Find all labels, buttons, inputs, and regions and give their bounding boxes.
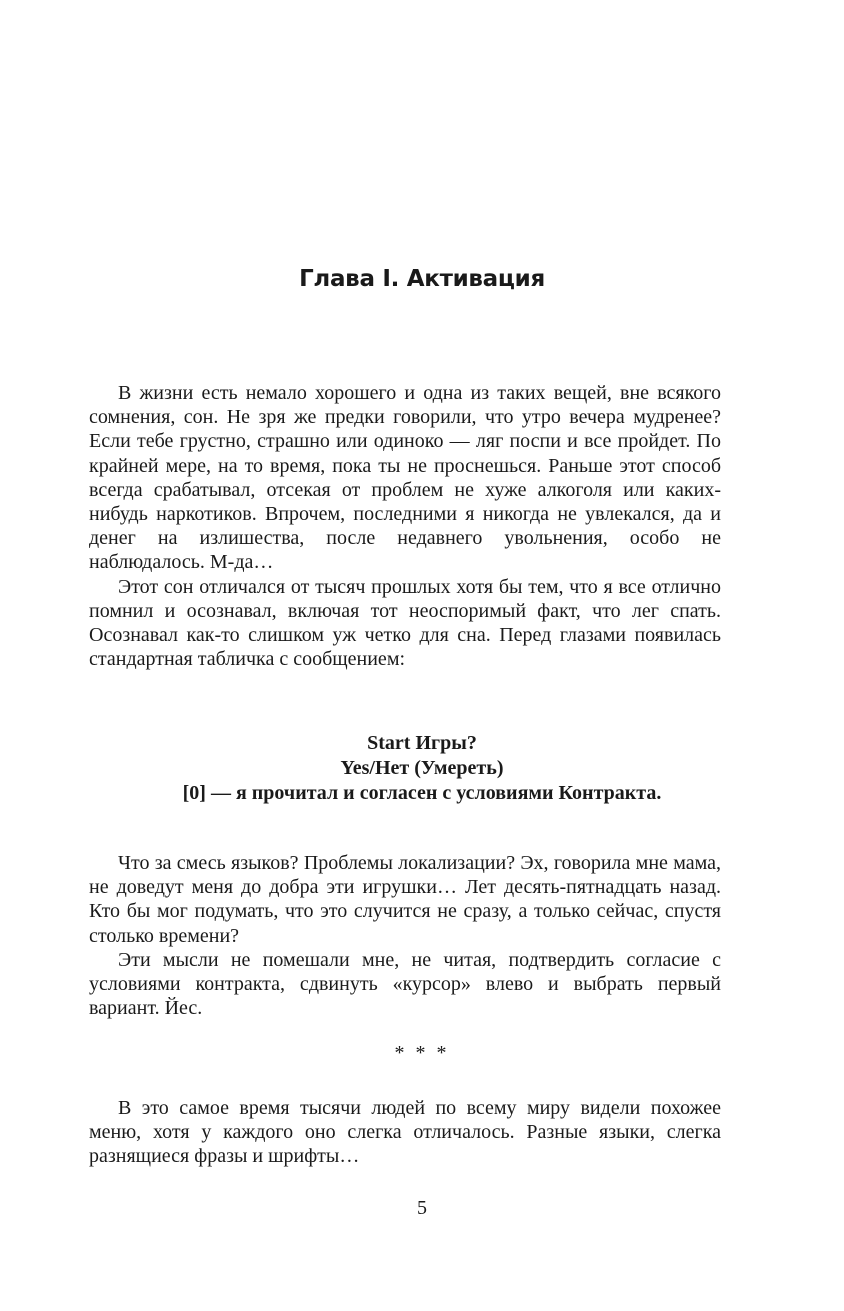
paragraph: Что за смесь языков? Проблемы локализации? Эх, говорила мне мама, не доведут меня до добра эти игрушки… Лет десять-пятнадцать назад. Кто бы мог подумать, что это случится не сразу, а только сейчас, спустя столько времени? <box>89 852 721 947</box>
game-message-line-contract: [0] — я прочитал и согласен с условиями Контракта. <box>182 782 662 804</box>
game-message-line-start: Start Игры? <box>367 732 477 754</box>
paragraph: В жизни есть немало хорошего и одна из таких вещей, вне всякого сомнения, сон. Не зря же предки говорили, что утро вечера мудренее? Если тебе грустно, страшно или одиноко — ляг поспи и все пройдет. По крайней мере, на то время, пока ты не проснешься. Раньше этот способ всегда срабатывал, отсекая от проблем не хуже алкоголя или каких-нибудь наркотиков. Впрочем, последними я никогда не увлекался, да и денег на излишества, после недавнего увольнения, особо не наблюдалось. М-да… <box>89 382 721 574</box>
page-number: 5 <box>417 1197 427 1219</box>
chapter-title: Глава I. Активация <box>299 266 545 292</box>
game-message-line-options: Yes/Нет (Умереть) <box>340 757 504 779</box>
body-text-section-1 <box>89 381 721 671</box>
game-system-message <box>0 731 844 806</box>
paragraph: Эти мысли не помешали мне, не читая, подтвердить согласие с условиями контракта, сдвинуть «курсор» влево и выбрать первый вариант. Йес. <box>89 948 721 1020</box>
body-text-section-2 <box>89 851 721 1020</box>
section-separator: * * * <box>394 1042 450 1064</box>
body-text-section-3 <box>89 1096 721 1169</box>
paragraph: Этот сон отличался от тысяч прошлых хотя бы тем, что я все отлично помнил и осознавал, включая тот неоспоримый факт, что лег спать. Осознавал как-то слишком уж четко для сна. Перед глазами появилась стандартная табличка с сообщением: <box>89 575 721 671</box>
paragraph: В это самое время тысячи людей по всему миру видели похожее меню, хотя у каждого оно слегка отличалось. Разные языки, слегка разнящиеся фразы и шрифты… <box>89 1097 721 1168</box>
